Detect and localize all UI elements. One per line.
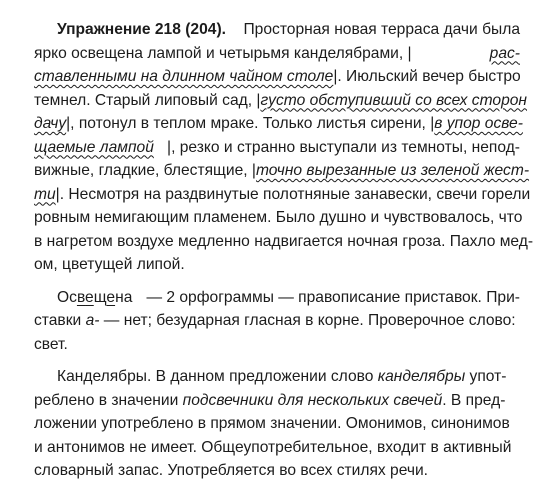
participial-phrase: ти: [34, 185, 56, 203]
spelling-analysis-paragraph: [34, 286, 520, 357]
analyzed-word: [57, 286, 132, 310]
text-line: [34, 136, 520, 160]
text-fragment: Канделябры. В данном предложении слово: [57, 368, 378, 385]
text-line: [34, 389, 520, 413]
text-fragment: темнел. Старый липовый сад, |: [34, 91, 261, 109]
word-part: в: [76, 288, 86, 306]
text-fragment: [34, 389, 505, 413]
text-line: [34, 459, 520, 483]
exercise-paragraph: [34, 18, 534, 277]
word-part: щ: [93, 288, 107, 306]
text-fragment: [34, 309, 516, 333]
paragraph-gap: [34, 356, 520, 365]
text-fragment: в нагретом воздухе медленно надвигается ночная гроза. Пахло мед-: [34, 232, 534, 250]
prefix-example: а-: [85, 312, 100, 329]
word-part: Ос: [57, 288, 77, 306]
text-line: [34, 253, 520, 277]
text-line: [34, 333, 520, 357]
text-line: [34, 286, 520, 310]
text-line: [34, 412, 520, 436]
text-fragment: ровным немигающим пламенем. Было душно и чувствовалось, что: [34, 209, 523, 226]
participial-phrase: густо обступивший со всех сторон: [260, 91, 527, 109]
word-part: е: [106, 288, 116, 306]
text-line: [34, 159, 530, 183]
lexical-analysis-paragraph: [34, 365, 520, 483]
text-line: [34, 436, 520, 460]
participial-phrase: ставленными на длинном чайном столе: [34, 68, 334, 85]
participial-phrase: дачу: [34, 115, 67, 132]
word-part: на: [115, 288, 133, 306]
term-meaning: подсвечники для нескольких свечей: [182, 391, 443, 409]
text-fragment: — 2 орфограммы — правописание приставок. При-: [146, 288, 520, 306]
text-line: [34, 42, 520, 66]
participial-phrase: в упор осве-: [434, 115, 523, 132]
text-fragment: вижные, гладкие, блестящие, |: [34, 162, 256, 179]
analyzed-term: канделябры: [377, 368, 466, 385]
text-line: [34, 18, 520, 42]
text-fragment: |, потонул в теплом мраке. Только листья сирени, |: [66, 115, 435, 132]
text-line: [34, 365, 520, 389]
text-line: [34, 65, 520, 89]
text-fragment: реблено в значении: [34, 391, 183, 409]
text-fragment: ом, цветущей липой.: [34, 256, 185, 273]
textbook-page: [34, 18, 534, 483]
text-fragment: ярко освещена лампой и четырьмя канделябрами, |: [34, 44, 412, 62]
text-fragment: словарный запас. Употребляется во всех стилях речи.: [34, 462, 429, 479]
exercise-title: Упражнение 218 (204).: [57, 21, 226, 38]
text-fragment: упот-: [465, 368, 507, 385]
text-fragment: ставки: [34, 312, 86, 329]
text-fragment: [57, 365, 506, 389]
participial-phrase: рас-: [489, 44, 520, 62]
paragraph-gap: [34, 277, 520, 286]
text-fragment: |. Июльский вечер быстро: [333, 68, 521, 85]
text-fragment: |. Несмотря на раздвинутые полотняные занавески, свечи горели: [55, 185, 531, 203]
text-fragment: свет.: [34, 335, 68, 353]
text-fragment: Просторная новая терраса дачи была: [243, 21, 520, 38]
text-line: [34, 206, 523, 230]
text-line: [34, 230, 534, 254]
participial-phrase: щаемые лампой: [34, 138, 154, 156]
text-fragment: . В пред-: [442, 391, 506, 409]
participial-phrase: точно вырезанные из зеленой жест-: [255, 162, 530, 179]
text-fragment: и антонимов не имеет. Общеупотребительное, входит в активный: [34, 438, 512, 456]
text-fragment: — нет; безударная гласная в корне. Проверочное слово:: [99, 312, 516, 329]
text-fragment: |, резко и странно выступали из темноты, непод-: [167, 138, 520, 156]
text-fragment: ложении употреблено в прямом значении. Омонимов, синонимов: [34, 415, 510, 432]
text-line: [34, 309, 520, 333]
text-line: [34, 89, 527, 113]
word-part: е: [85, 288, 94, 306]
text-line: [34, 183, 531, 207]
text-line: [34, 112, 523, 136]
